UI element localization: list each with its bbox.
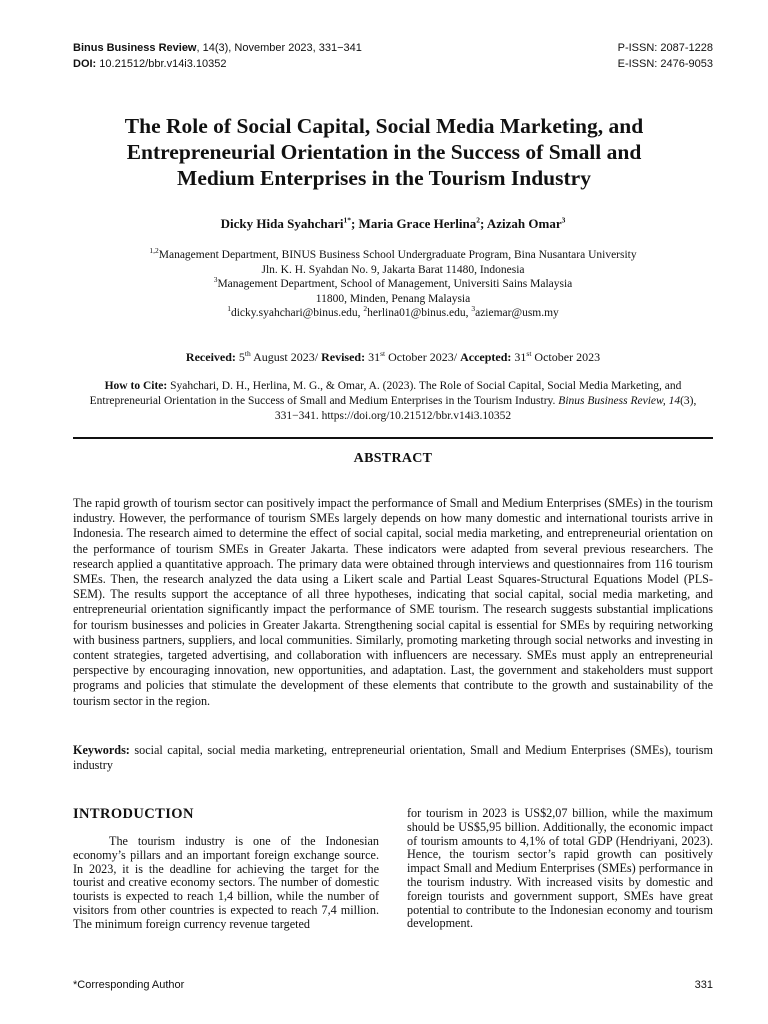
journal-header: [73, 40, 362, 72]
accepted-day: 31: [511, 350, 527, 364]
author-name: Maria Grace Herlina: [358, 216, 477, 231]
e-issn: E-ISSN: 2476-9053: [617, 58, 713, 70]
ordinal-suffix: st: [380, 349, 386, 358]
keywords-text: social capital, social media marketing, entrepreneurial orientation, Small and Medium Enterprises (SMEs), tourism industry: [73, 743, 713, 773]
author-separator: ;: [479, 216, 487, 231]
email-mark: 3: [471, 304, 476, 314]
doi-line: [73, 56, 362, 72]
affiliation-line: 11800, Minden, Penang Malaysia: [315, 292, 471, 305]
journal-issue: , 14(3), November 2023, 331−341: [196, 42, 362, 54]
email-mark: 2: [363, 304, 368, 314]
abstract-heading: ABSTRACT: [353, 451, 433, 466]
issn-block: [618, 40, 713, 72]
affiliation-line: [73, 277, 713, 292]
accepted-label: Accepted:: [460, 350, 512, 364]
doi-value: 10.21512/bbr.v14i3.10352: [96, 58, 227, 70]
page-number: 331: [694, 979, 713, 991]
introduction-left-column: The tourism industry is one of the Indonesian economy’s pillars and an important foreign exchange source. In 2023, it is the deadline for achieving the target for the tourist and creative economy sectors. The number of domestic tourists is expected to reach 1,4 billion, while the number of visitors from other countries is expected to reach 7,4 million. The minimum foreign currency revenue targeted: [73, 834, 379, 931]
email-text: aziemar@usm.my: [475, 307, 559, 320]
journal-citation-line: [73, 40, 362, 56]
email-line: [73, 306, 713, 321]
accepted-date: October 2023: [531, 350, 601, 364]
title-line: Medium Enterprises in the Tourism Industry: [177, 166, 591, 190]
author-separator: ;: [350, 216, 359, 231]
author-affiliation-mark: 2: [476, 215, 480, 225]
abstract-body: The rapid growth of tourism sector can positively impact the performance of Small and Medium Enterprises (SMEs) in the tourism industry. However, the performance of tourism SMEs largely depends on how many domestic and international tourists arrive in Indonesia. The research aimed to determine the effect of social capital, social media marketing, and entrepreneurial orientation on the performance of tourism SMEs in Greater Jakarta. These indicators were adapted from several previous researchers. The research applied a quantitative approach. The primary data were obtained through interviews and questionnaires from 116 tourism SMEs. Then, the research analyzed the data using a Likert scale and Partial Least Squares-Structural Equations Model (PLS-SEM). The results support the acceptance of all three hypotheses, indicating that social capital, social media marketing, and entrepreneurial orientation significantly impact the performance of SME tourism. The research suggests substantial implications for tourism businesses and policies in Greater Jakarta. Strengthening social capital is essential for SMEs by requiring networking with business partners, suppliers, and local communities. Similarly, promoting marketing through social networks and investing in content strategies, targeted advertising, and collaboration with influencers are necessary. SMEs must apply an entrepreneurial perspective by encouraging innovation, new opportunities, and adaptation. Last, the government and stakeholders must support programs and policies that stimulate the development of these elements that contribute to the growth and sustainability of the tourism sector in the region.: [73, 496, 713, 708]
citation-text: Syahchari, D. H., Herlina, M. G., & Omar, A. (2023). The Role of Social Capital, Social Media Marketing, and Entrepreneurial Orientation in the Success of Small and Medium Enterprises in the Tourism Industry.: [89, 380, 682, 407]
affiliation-line: [73, 248, 713, 263]
affiliation-line: Jln. K. H. Syahdan No. 9, Jakarta Barat 11480, Indonesia: [261, 263, 525, 276]
email-text: herlina01@binus.edu,: [367, 307, 472, 320]
corresponding-author-note: *Corresponding Author: [73, 979, 185, 991]
received-day: 5: [235, 350, 245, 364]
p-issn: P-ISSN: 2087-1228: [617, 42, 713, 54]
revised-day: 31: [365, 350, 381, 364]
header-divider: [73, 437, 713, 439]
title-line: Entrepreneurial Orientation in the Success of Small and: [126, 140, 642, 164]
author-affiliation-mark: 1*: [343, 215, 351, 225]
keywords: [73, 743, 713, 773]
keywords-label: Keywords:: [73, 743, 130, 757]
citation-journal: Binus Business Review, 14: [558, 395, 681, 407]
author-name: Azizah Omar: [486, 216, 562, 231]
how-to-cite-label: How to Cite:: [104, 380, 168, 392]
received-date: August 2023/: [250, 350, 322, 364]
revised-date: October 2023/: [385, 350, 461, 364]
paper-title: [60, 113, 708, 191]
how-to-cite: [73, 379, 713, 424]
author-list: [73, 216, 713, 232]
doi-label: DOI:: [73, 58, 97, 70]
affiliations: [73, 248, 713, 321]
affiliation-mark: 1,2: [149, 246, 159, 256]
received-label: Received:: [185, 350, 236, 364]
citation-doi: (3), 331−341. https://doi.org/10.21512/bbr.v14i3.10352: [274, 395, 697, 422]
ordinal-suffix: th: [244, 349, 251, 358]
author-name: Dicky Hida Syahchari: [220, 216, 344, 231]
title-line: The Role of Social Capital, Social Media Marketing, and: [124, 114, 644, 138]
introduction-heading: INTRODUCTION: [73, 806, 194, 822]
ordinal-suffix: st: [526, 349, 532, 358]
affiliation-mark: 3: [213, 275, 218, 285]
author-affiliation-mark: 3: [561, 215, 566, 225]
submission-dates: [73, 350, 713, 365]
affiliation-text: Management Department, BINUS Business School Undergraduate Program, Bina Nusantara University: [158, 249, 637, 261]
introduction-right-column: for tourism in 2023 is US$2,07 billion, while the maximum should be US$5,95 billion. Additionally, the economic impact of tourism amounts to 4,1% of total GDP (Hendriyani, 2023). Hence, the tourism sector’s rapid growth can positively impact Small and Medium Enterprises (SMEs) performance in the tourism industry. With increased visits by domestic and foreign tourists and government support, SMEs have great potential to contribute to the Indonesian economy and tourism development.: [407, 806, 713, 931]
email-mark: 1: [227, 304, 231, 314]
revised-label: Revised:: [321, 350, 366, 364]
journal-name: Binus Business Review: [73, 42, 197, 54]
email-text: dicky.syahchari@binus.edu,: [230, 307, 364, 320]
affiliation-text: Management Department, School of Management, Universiti Sains Malaysia: [217, 278, 573, 291]
